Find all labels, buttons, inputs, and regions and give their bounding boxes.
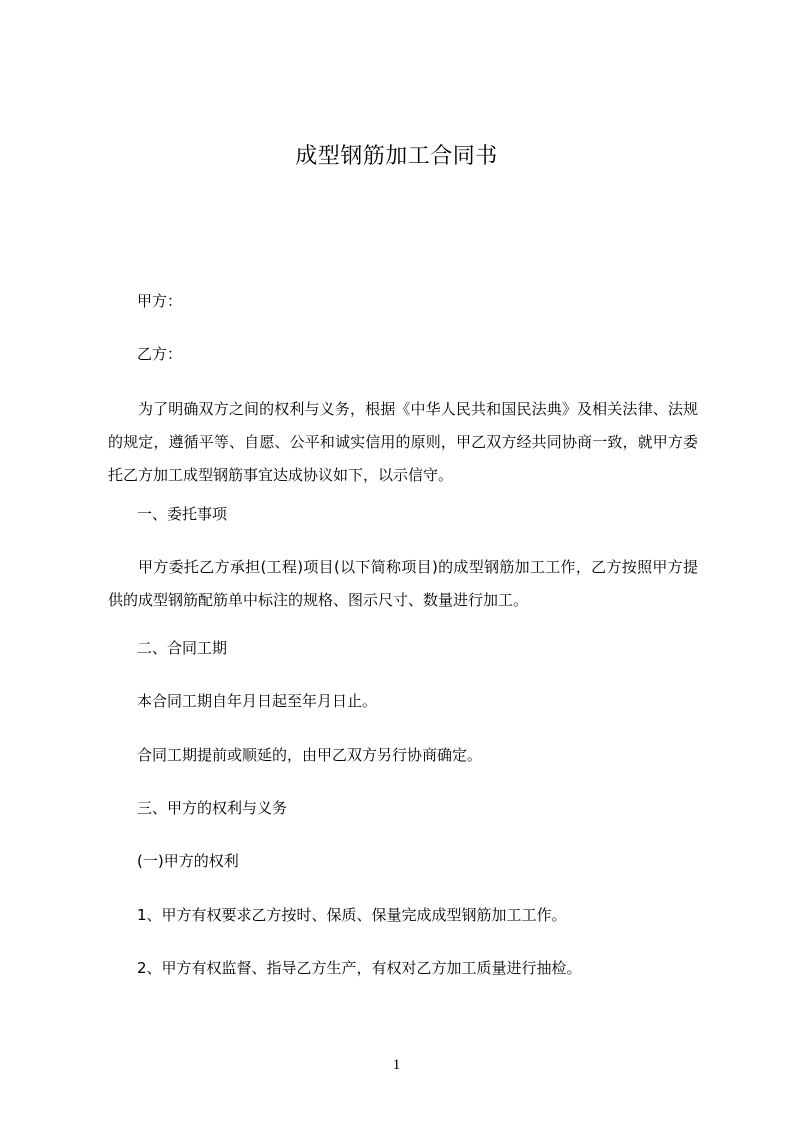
- section-3-item-2: 2、甲方有权监督、指导乙方生产，有权对乙方加工质量进行抽检。: [137, 959, 582, 977]
- section-1-heading: 一、委托事项: [137, 505, 228, 523]
- section-2-line-1: 本合同工期自年月日起至年月日止。: [137, 692, 378, 710]
- section-2-heading: 二、合同工期: [137, 639, 228, 657]
- page-number: 1: [392, 1057, 401, 1073]
- preamble-paragraph: 为了明确双方之间的权利与义务，根据《中华人民共和国民法典》及相关法律、法规的规定，遵循平等、自愿、公平和诚实信用的原则，甲乙双方经共同协商一致，就甲方委托乙方加工成型钢筋事宜达成协议如下，以示信守。: [108, 400, 698, 484]
- section-2-line-2: 合同工期提前或顺延的，由甲乙双方另行协商确定。: [137, 746, 483, 764]
- section-3-heading: 三、甲方的权利与义务: [137, 799, 288, 817]
- section-1-body: 甲方委托乙方承担(工程)项目(以下简称项目)的成型钢筋加工工作，乙方按照甲方提供的成型钢筋配筋单中标注的规格、图示尺寸、数量进行加工。: [108, 558, 698, 609]
- party-b-label: 乙方：: [137, 345, 183, 363]
- document-title: 成型钢筋加工合同书: [295, 144, 498, 169]
- section-3-item-1: 1、甲方有权要求乙方按时、保质、保量完成成型钢筋加工工作。: [137, 906, 567, 924]
- party-a-label: 甲方：: [137, 292, 183, 310]
- section-3-subheading: (一)甲方的权利: [137, 852, 239, 870]
